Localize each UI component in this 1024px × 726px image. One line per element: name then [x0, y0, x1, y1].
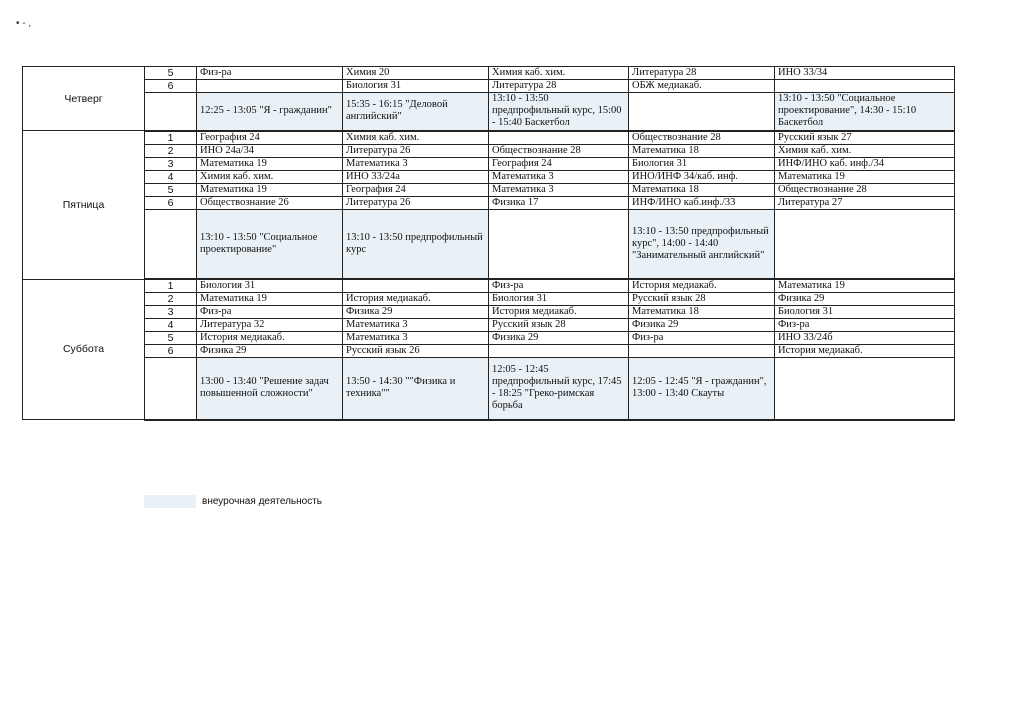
lesson-cell: История медиакаб.: [197, 332, 343, 345]
activity-cell: 13:10 - 13:50 предпрофильный курс: [343, 209, 489, 279]
lesson-cell: География 24: [343, 183, 489, 196]
lesson-cell: Биология 31: [343, 80, 489, 93]
lesson-row: [23, 131, 955, 145]
lesson-cell: Физ-ра: [197, 67, 343, 80]
lesson-cell: ИНО 33/24б: [775, 332, 955, 345]
lesson-cell: Литература 26: [343, 196, 489, 209]
lesson-cell: Физика 29: [197, 345, 343, 358]
lesson-cell: ИНО 33/24а: [343, 170, 489, 183]
lesson-row: [23, 279, 955, 293]
lesson-cell: Физ-ра: [489, 279, 629, 293]
lesson-row: [23, 345, 955, 358]
lesson-number: 2: [145, 293, 197, 306]
legend-swatch: [144, 495, 196, 508]
lesson-row: [23, 306, 955, 319]
lesson-cell: ИНО 24а/34: [197, 144, 343, 157]
lesson-cell: Математика 18: [629, 183, 775, 196]
lesson-cell: Математика 19: [775, 279, 955, 293]
lesson-cell: Физика 17: [489, 196, 629, 209]
activity-cell: 12:05 - 12:45 предпрофильный курс, 17:45 - 18:25 "Греко-римская борьба: [489, 358, 629, 420]
lesson-cell: Математика 18: [629, 306, 775, 319]
day-name: Суббота: [23, 279, 145, 420]
lesson-row: [23, 332, 955, 345]
lesson-cell: [489, 345, 629, 358]
legend: [144, 495, 322, 508]
lesson-cell: Обществознание 28: [629, 131, 775, 145]
lesson-cell: Математика 19: [197, 293, 343, 306]
activity-number-cell: [145, 358, 197, 420]
lesson-cell: Биология 31: [197, 279, 343, 293]
lesson-cell: История медиакаб.: [489, 306, 629, 319]
lesson-cell: Математика 19: [197, 183, 343, 196]
lesson-cell: Математика 19: [775, 170, 955, 183]
lesson-row: [23, 157, 955, 170]
lesson-number: 3: [145, 157, 197, 170]
lesson-number: 5: [145, 67, 197, 80]
lesson-number: 1: [145, 279, 197, 293]
lesson-cell: Химия каб. хим.: [197, 170, 343, 183]
lesson-row: [23, 319, 955, 332]
day-name: Четверг: [23, 67, 145, 131]
lesson-cell: Химия 20: [343, 67, 489, 80]
lesson-cell: ИНФ/ИНО каб.инф./33: [629, 196, 775, 209]
lesson-cell: [629, 345, 775, 358]
lesson-cell: Биология 31: [629, 157, 775, 170]
lesson-cell: История медиакаб.: [343, 293, 489, 306]
lesson-cell: Математика 19: [197, 157, 343, 170]
lesson-cell: Биология 31: [489, 293, 629, 306]
lesson-cell: История медиакаб.: [775, 345, 955, 358]
lesson-number: 4: [145, 319, 197, 332]
lesson-cell: Обществознание 26: [197, 196, 343, 209]
lesson-row: [23, 170, 955, 183]
activity-cell: 13:10 - 13:50 "Социальное проектирование", 14:30 - 15:10 Баскетбол: [775, 93, 955, 131]
lesson-cell: Литература 27: [775, 196, 955, 209]
corner-mark: • - ,: [16, 18, 32, 29]
lesson-number: 6: [145, 345, 197, 358]
activity-cell: [489, 209, 629, 279]
lesson-number: 1: [145, 131, 197, 145]
lesson-number: 3: [145, 306, 197, 319]
lesson-cell: Литература 28: [489, 80, 629, 93]
activity-row: [23, 358, 955, 420]
lesson-cell: Физика 29: [343, 306, 489, 319]
activity-row: [23, 209, 955, 279]
activity-number-cell: [145, 93, 197, 131]
lesson-row: [23, 183, 955, 196]
lesson-cell: Русский язык 28: [489, 319, 629, 332]
activity-cell: 13:10 - 13:50 предпрофильный курс", 14:00 - 14:40 "Занимательный английский": [629, 209, 775, 279]
lesson-row: [23, 196, 955, 209]
activity-cell: 13:10 - 13:50 "Социальное проектирование": [197, 209, 343, 279]
activity-cell: 13:10 - 13:50 предпрофильный курс, 15:00 - 15:40 Баскетбол: [489, 93, 629, 131]
activity-cell: [629, 93, 775, 131]
lesson-cell: Обществознание 28: [489, 144, 629, 157]
lesson-number: 6: [145, 196, 197, 209]
lesson-cell: Литература 26: [343, 144, 489, 157]
activity-cell: 12:25 - 13:05 "Я - гражданин": [197, 93, 343, 131]
lesson-cell: История медиакаб.: [629, 279, 775, 293]
lesson-cell: Химия каб. хим.: [775, 144, 955, 157]
lesson-cell: ОБЖ медиакаб.: [629, 80, 775, 93]
day-name: Пятница: [23, 131, 145, 280]
lesson-cell: Биология 31: [775, 306, 955, 319]
activity-row: [23, 93, 955, 131]
lesson-cell: Литература 28: [629, 67, 775, 80]
lesson-number: 5: [145, 183, 197, 196]
lesson-cell: Обществознание 28: [775, 183, 955, 196]
schedule-table: [22, 66, 955, 421]
lesson-cell: Математика 3: [489, 170, 629, 183]
lesson-cell: Физика 29: [629, 319, 775, 332]
lesson-cell: Физ-ра: [197, 306, 343, 319]
lesson-cell: Математика 3: [489, 183, 629, 196]
lesson-cell: Математика 3: [343, 319, 489, 332]
lesson-row: [23, 293, 955, 306]
lesson-cell: Химия каб. хим.: [489, 67, 629, 80]
lesson-cell: [489, 131, 629, 145]
lesson-row: [23, 144, 955, 157]
lesson-cell: Физика 29: [489, 332, 629, 345]
lesson-cell: [343, 279, 489, 293]
lesson-cell: Русский язык 27: [775, 131, 955, 145]
lesson-cell: Литература 32: [197, 319, 343, 332]
lesson-cell: [197, 80, 343, 93]
activity-cell: [775, 209, 955, 279]
lesson-cell: Русский язык 26: [343, 345, 489, 358]
activity-cell: [775, 358, 955, 420]
activity-cell: 13:00 - 13:40 "Решение задач повышенной сложности": [197, 358, 343, 420]
lesson-cell: География 24: [197, 131, 343, 145]
legend-label: внеурочная деятельность: [202, 496, 322, 507]
lesson-cell: Физ-ра: [775, 319, 955, 332]
lesson-cell: География 24: [489, 157, 629, 170]
lesson-number: 5: [145, 332, 197, 345]
lesson-cell: Физика 29: [775, 293, 955, 306]
lesson-row: [23, 67, 955, 80]
lesson-cell: ИНФ/ИНО каб. инф./34: [775, 157, 955, 170]
activity-cell: 13:50 - 14:30 ""Физика и техника"": [343, 358, 489, 420]
lesson-number: 2: [145, 144, 197, 157]
lesson-cell: Физ-ра: [629, 332, 775, 345]
lesson-cell: ИНО/ИНФ 34/каб. инф.: [629, 170, 775, 183]
activity-cell: 12:05 - 12:45 "Я - гражданин", 13:00 - 13:40 Скауты: [629, 358, 775, 420]
lesson-cell: Русский язык 28: [629, 293, 775, 306]
lesson-cell: Математика 3: [343, 157, 489, 170]
lesson-cell: [775, 80, 955, 93]
lesson-cell: Математика 3: [343, 332, 489, 345]
lesson-number: 4: [145, 170, 197, 183]
lesson-row: [23, 80, 955, 93]
lesson-cell: ИНО 33/34: [775, 67, 955, 80]
lesson-cell: Математика 18: [629, 144, 775, 157]
activity-number-cell: [145, 209, 197, 279]
activity-cell: 15:35 - 16:15 "Деловой английский": [343, 93, 489, 131]
lesson-number: 6: [145, 80, 197, 93]
lesson-cell: Химия каб. хим.: [343, 131, 489, 145]
